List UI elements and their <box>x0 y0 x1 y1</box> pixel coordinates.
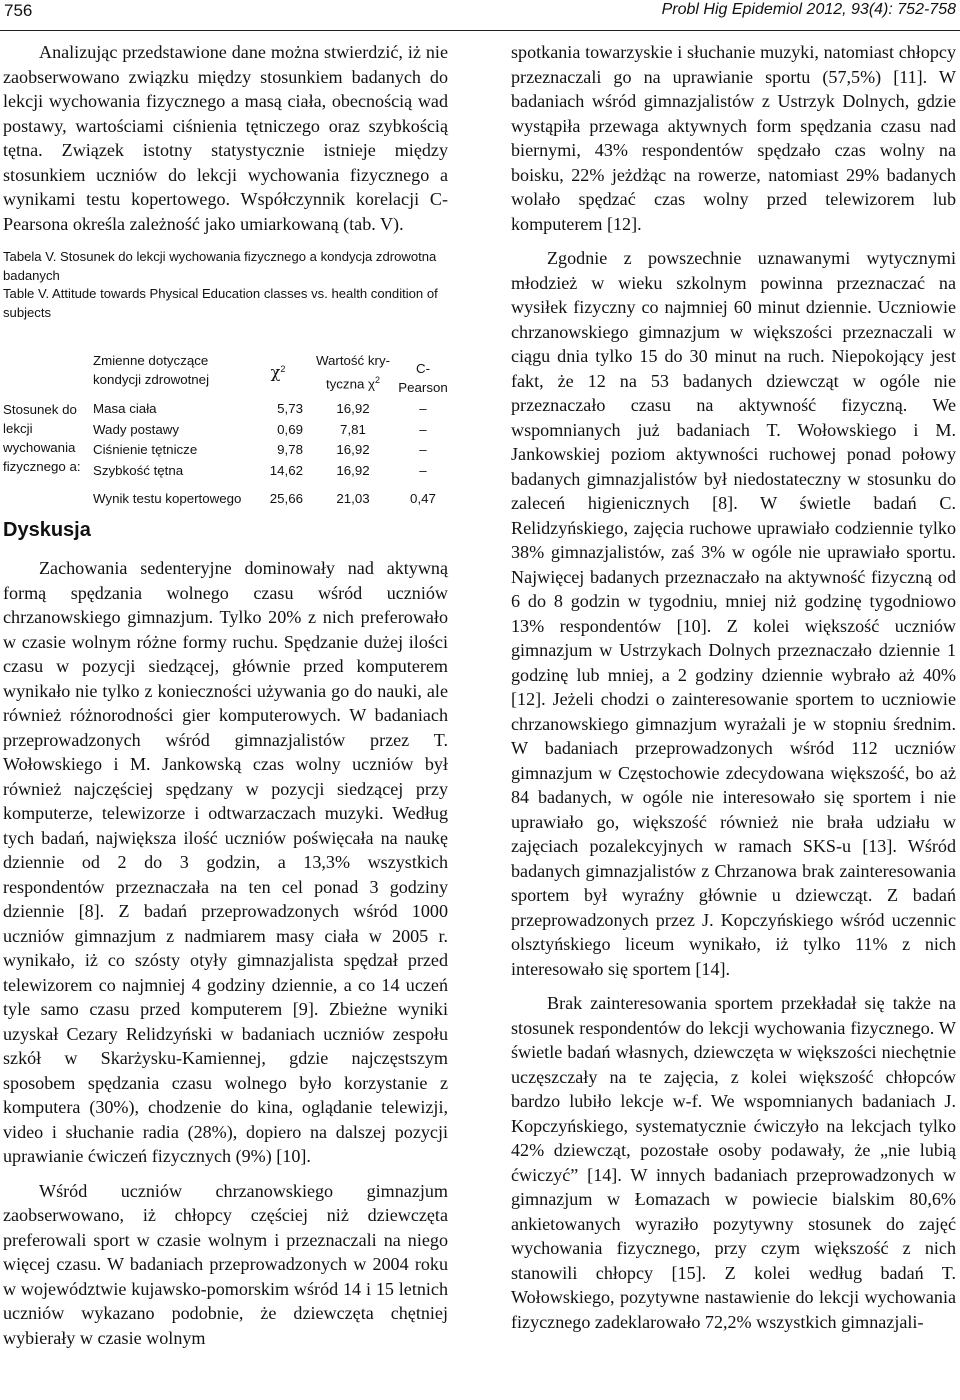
results-table <box>3 350 453 510</box>
header-c-pearson: C-Pearson <box>398 361 448 395</box>
cell-variable: Szybkość tętna <box>93 462 184 478</box>
cell-chi2: 0,69 <box>277 421 303 437</box>
left-column <box>3 40 448 1350</box>
cell-critical: 16,92 <box>336 462 370 478</box>
cell-cpearson: – <box>419 462 427 478</box>
discussion-paragraph-2: Wśród uczniów chrzanowskiego gimnazjum zaobserwowano, iż chłopcy częściej niż dziewczęta preferowali sport w czasie wolnym i przeznaczali na niego więcej czasu. W badaniach przeprowadzonych w 2004 roku w województwie kujawsko-pomorskim wśród 14 i 15 letnich uczniów wykazano podobnie, że dziewczęta chętniej wybierały w czasie wolnym <box>3 1180 448 1348</box>
table-header-row <box>3 350 453 399</box>
running-header <box>0 0 960 31</box>
cell-chi2: 5,73 <box>277 401 303 416</box>
section-heading-discussion: Dyskusja <box>3 518 91 541</box>
continued-paragraph: spotkania towarzyskie i słuchanie muzyki, natomiast chłopcy przeznaczali go na uprawianie sportu (57,5%) [11]. W badaniach wśród gimnazjalistów z Ustrzyk Dolnych, gdzie wystąpiła przewaga aktywnych form spędzania czasu nad biernymi, 43% respondentów spędzało czas wolny na boisku, 22% jeżdżąc na rowerze, natomiast 29% badanych wolało spędzać czas wolny przed telewizorem lub komputerem [12]. <box>511 42 956 234</box>
cell-critical: 16,92 <box>336 401 370 416</box>
header-chi-square: $\chi^2$ <box>270 362 286 382</box>
journal-reference: Probl Hig Epidemiol 2012, 93(4): 752-758 <box>661 1 956 18</box>
cell-critical: 21,03 <box>336 491 370 506</box>
cell-chi2: 9,78 <box>277 442 303 457</box>
cell-cpearson: – <box>419 442 427 457</box>
cell-empty <box>3 481 93 510</box>
cell-critical: 7,81 <box>340 421 366 437</box>
cell-cpearson: – <box>419 401 427 416</box>
table-caption-polish: Tabela V. Stosunek do lekcji wychowania fizycznego a kondycja zdrowotna badanych <box>3 249 437 283</box>
right-column <box>511 40 956 1334</box>
page-number: 756 <box>4 1 33 20</box>
table-row <box>3 399 453 420</box>
discussion-paragraph-1: Zachowania sedenteryjne dominowały nad aktywną formą spędzania wolnego czasu wśród uczniów chrzanowskiego gimnazjum. Tylko 20% z nich preferowało w czasie wolnym różne formy ruchu. Spędzanie dużej ilości czasu w pozycji siedzącej, głównie przed komputerem wynikało nie tylko z konieczności używania go do nauki, ale również różnorodności gier komputerowych. W badaniach przeprowadzonych wśród gimnazjalistów przez T. Wołowskiego i M. Jankowską czas wolny uczniów był również najczęściej spędzany w pozycji siedzącej przy komputerze, telewizorze i odtwarzaczach muzyki. Według tych badań, największa ilość uczniów poświęcała na naukę dziennie od 2 do 3 godzin, a 13,3% wszystkich respondentów przeznaczała na ten cel ponad 3 godziny dziennie [8]. Z badań przeprowadzonych wśród 1000 uczniów gimnazjum z nadmiarem masy ciała w 2005 r. wynikało, iż co szósty otyły gimnazjalista spędzał przed telewizorem co najmniej 4 godziny dziennie, a co 14 uczeń tyle samo czasu przed komputerem [9]. Zbieżne wyniki uzyskał Cezary Relidzyński w badaniach uczniów zespołu szkół w Skarżysku-Kamiennej, gdzie najczęstszym sposobem spędzania czasu wolnego było korzystanie z komputera (30%), chodzenie do kina, oglądanie telewizji, video i słuchanie radia (28%), dopiero na dalszej pozycji uprawianie ćwiczeń fizycznych (9%) [10]. <box>3 558 448 1166</box>
cell-chi2: 25,66 <box>269 491 303 506</box>
cell-chi2: 14,62 <box>269 462 303 478</box>
discussion-paragraph-4: Brak zainteresowania sportem przekładał się także na stosunek respondentów do lekcji wychowania fizycznego. W świetle badań własnych, dziewczęta w większości niechętnie uczęszczały na te zajęcia, z kolei większość chłopców bardzo lubiło lekcje w-f. We wspomnianych badaniach J. Kopczyńskiego, systematycznie ćwiczyło na lekcjach tylko 42% dziewcząt, pozostałe osoby podawały, że „nie lubią ćwiczyć” [14]. W innych badaniach przeprowadzonych w gimnazjum w Łomazach w powiecie bialskim 80,6% ankietowanych wyraziło pozytywny stosunek do zajęć wychowania fizycznego, przy czym większość z nich stanowili chłopcy [15]. Z kolei według badań T. Wołowskiego, pozytywne nastawienie do lekcji wychowania fizycznego zadeklarowało 72,2% wszystkich gimnazjali- <box>511 993 956 1332</box>
cell-variable: Masa ciała <box>93 401 157 416</box>
cell-variable: Ciśnienie tętnicze <box>93 442 198 457</box>
table-row <box>3 481 453 510</box>
table-caption-english: Table V. Attitude towards Physical Education classes vs. health condition of subjects <box>3 286 438 320</box>
cell-variable: Wynik testu kopertowego <box>93 491 242 506</box>
discussion-paragraph-3: Zgodnie z powszechnie uznawanymi wytycznymi młodzież w wieku szkolnym powinna przeznaczać na wysiłek fizyczny co najmniej 60 minut dziennie. Uczniowie chrzanowskiego gimnazjum w większości przeznaczali w ciągu dnia tylko 15 do 30 minut na ruch. Niepokojący jest fakt, że 12 na 53 badanych dziewcząt w ogóle nie przeznaczało czasu na aktywność fizyczną. We wspomnianych już badaniach T. Wołowskiego i M. Jankowskiej poziom aktywności ruchowej ponad połowy badanych gimnazjalistów był niedostateczny w stosunku do zaleceń higienicznych [8]. W świetle badań C. Relidzyńskiego, zajęcia ruchowe uprawiało codziennie tylko 38% gimnazjalistów, zaś 3% w ogóle nie uprawiało sportu. Najwięcej badanych przeznaczało na aktywność fizyczną od 6 do 8 godzin w tygodniu, mniej niż godzinę tygodniowo 13% respondentów [10]. Z kolei większość uczniów gimnazjum w Ustrzykach Dolnych przeznaczało dziennie 1 godzinę lub mniej, a 2 godziny dziennie wybrało aż 40% [12]. Jeżeli chodzi o zainteresowanie sportem to uczniowie chrzanowskiego gimnazjum wyrażali je w stopniu średnim. W badaniach przeprowadzonych wśród 112 uczniów gimnazjum w Częstochowie zdecydowana większość, bo aż 84 badanych, w ogóle nie interesowało się sportem i nie uprawiało go, większość również nie brała udziału w zajęciach pozalekcyjnych w ramach SKS-u [13]. Wśród badanych gimnazjalistów z Chrzanowa brak zainteresowania sportem był wyraźny głównie u dziewcząt. Z badań przeprowadzonych przez J. Kopczyńskiego wśród uczennic olsztyńskiego liceum wynikało, iż tylko 11% z nich interesowało się sportem [14]. <box>511 248 956 979</box>
cell-cpearson: – <box>419 421 427 437</box>
header-empty <box>3 350 93 399</box>
cell-variable: Wady postawy <box>93 421 179 437</box>
header-critical-value: Wartość kry-tyczna $\chi^2$ <box>315 353 391 391</box>
group-label: Stosunek do lekcji wychowania fizycznego a: <box>3 402 81 474</box>
header-variable: Zmienne dotyczące kondycji zdrowotnej <box>93 353 210 387</box>
cell-critical: 16,92 <box>336 442 370 457</box>
cell-cpearson: 0,47 <box>410 491 436 506</box>
results-paragraph: Analizując przedstawione dane można stwierdzić, iż nie zaobserwowano związku między stosunkiem badanych do lekcji wychowania fizycznego a masą ciała, obecnością wad postawy, wartościami ciśnienia tętniczego oraz szybkością tętna. Związek istotny statystycznie istnieje między stosunkiem uczniów do lekcji wychowania fizycznego a wynikami testu kopertowego. Współczynnik korelacji C-Pearsona określa zależność jako umiarkowaną (tab. V). <box>3 42 448 234</box>
